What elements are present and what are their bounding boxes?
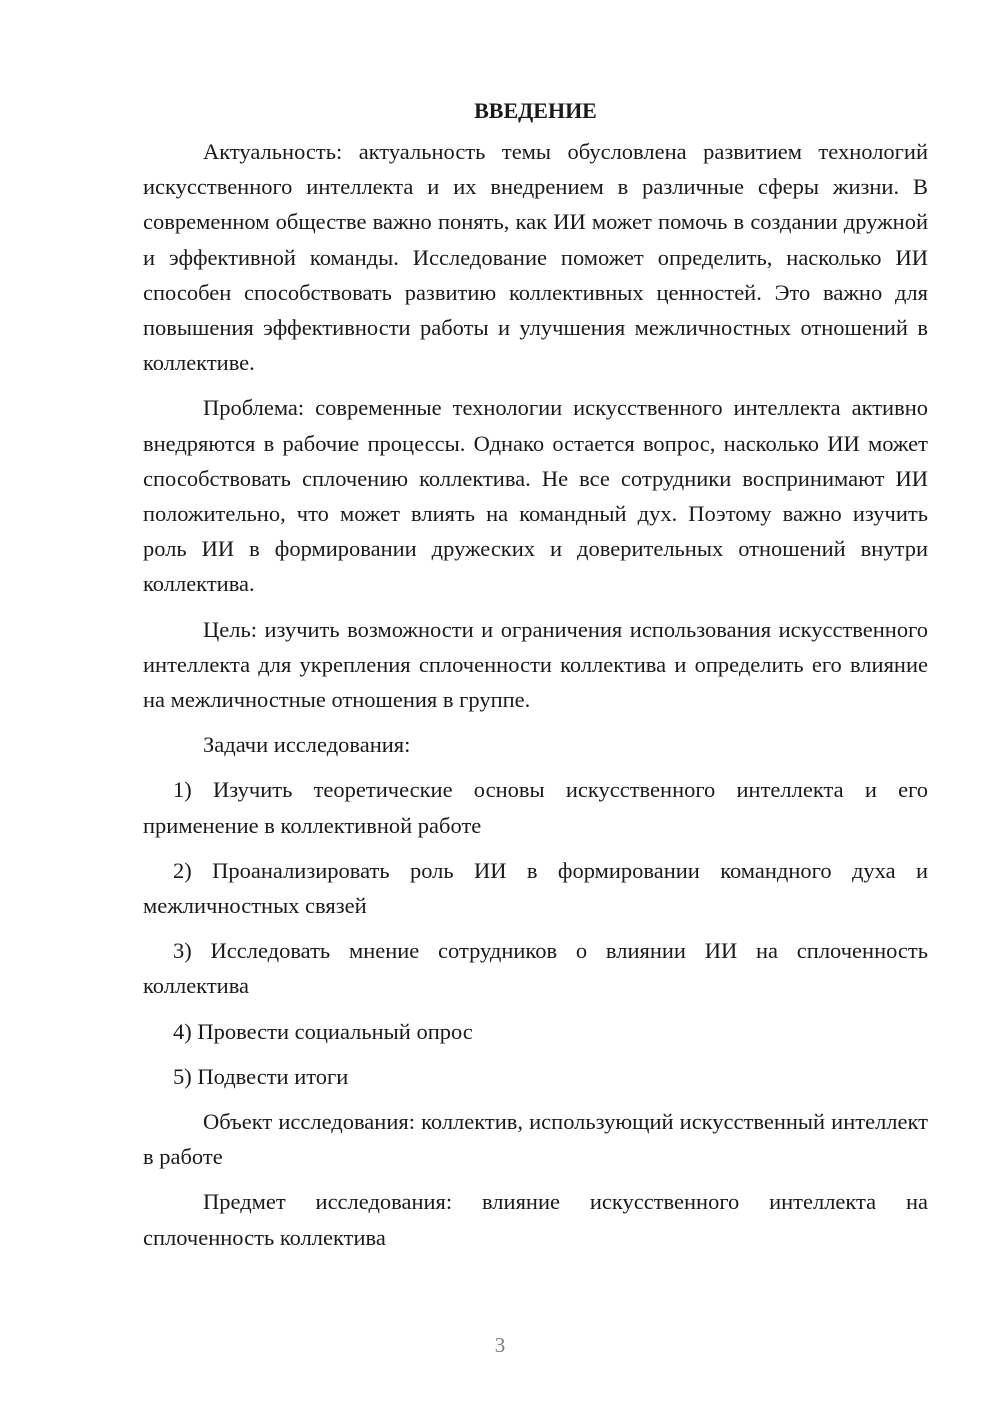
task-item-3: 3) Исследовать мнение сотрудников о влиянии ИИ на сплоченность коллектива [143,938,928,999]
task-item-1: 1) Изучить теоретические основы искусственного интеллекта и его применение в коллективной работе [143,777,928,838]
subject-paragraph: Предмет исследования: влияние искусственного интеллекта на сплоченность коллектива [143,1189,928,1250]
task-item-4: 4) Провести социальный опрос [173,1018,473,1044]
goal-paragraph: Цель: изучить возможности и ограничения использования искусственного интеллекта для укрепления сплоченности коллектива и определить его влияние на межличностные отношения в группе. [143,616,928,713]
object-paragraph: Объект исследования: коллектив, использующий искусственный интеллект в работе [143,1109,928,1170]
page-number: 3 [494,1333,506,1357]
relevance-paragraph: Актуальность: актуальность темы обусловлена развитием технологий искусственного интеллекта и их внедрением в различные сферы жизни. В современном обществе важно понять, как ИИ может помочь в создании дружной и эффективной команды. Исследование поможет определить, насколько ИИ способен способствовать развитию коллективных ценностей. Это важно для повышения эффективности работы и улучшения межличностных отношений в коллективе. [143,139,928,376]
problem-paragraph: Проблема: современные технологии искусственного интеллекта активно внедряются в рабочие процессы. Однако остается вопрос, насколько ИИ может способствовать сплочению коллектива. Не все сотрудники воспринимают ИИ положительно, что может влиять на командный дух. Поэтому важно изучить роль ИИ в формировании дружеских и доверительных отношений внутри коллектива. [143,395,928,597]
document-page [143,96,928,1265]
task-item-5: 5) Подвести итоги [173,1063,349,1089]
task-item-2: 2) Проанализировать роль ИИ в формировании командного духа и межличностных связей [143,857,928,919]
tasks-title: Задачи исследования: [203,732,411,758]
section-heading: ВВЕДЕНИЕ [474,98,597,123]
